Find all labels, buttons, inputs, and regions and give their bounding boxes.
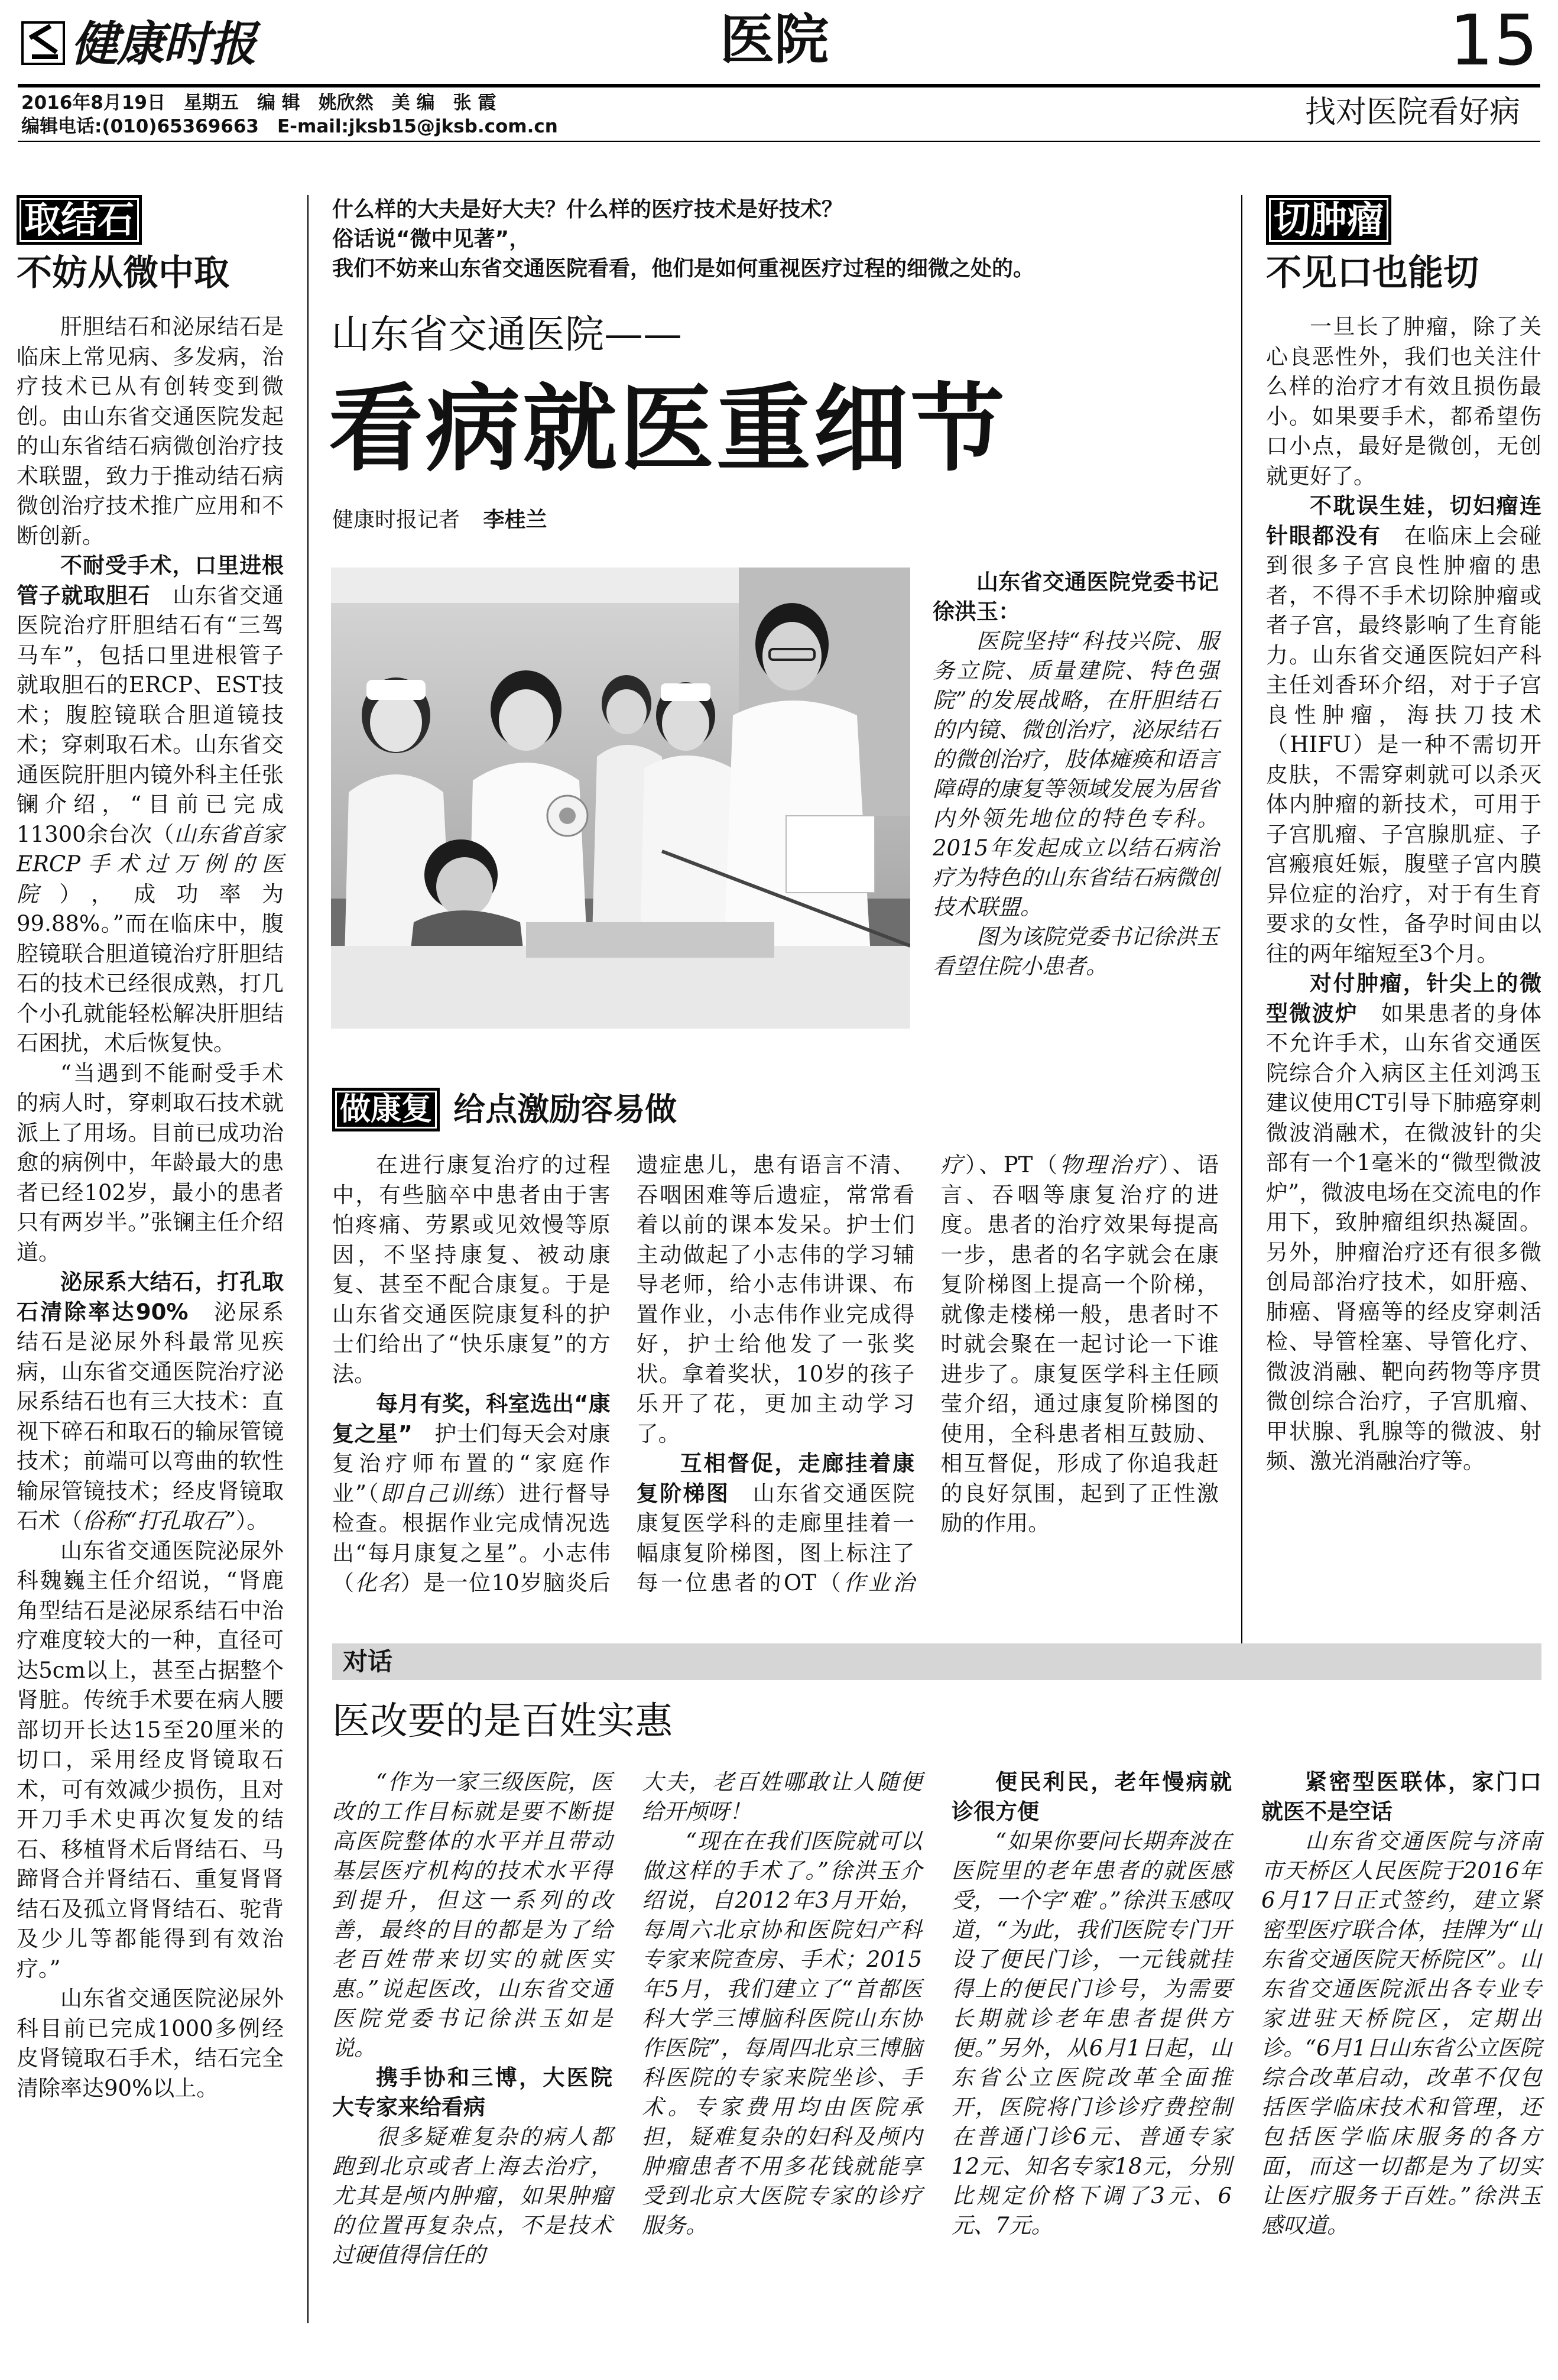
left-p4-italic: 俗称“打孔取石” xyxy=(82,1508,236,1533)
rehab-p2-text: 护士们每天会对康复治疗师布置的“家庭作业”（ xyxy=(332,1421,611,1506)
right-p3-text: 如果患者的身体不允许手术，山东省交通医院综合介入病区主任刘鸿玉建议使用CT引导下肺癌穿刺微波消融术，在微波针的尖部有一个1毫米的“微型微波炉”，微波电场在交流电的作用下，致肿瘤组织热凝固。另外，肿瘤治疗还有很多微创局部治疗技术，如肝癌、肺癌、肾癌等的经皮穿刺活检、导管栓塞、导管化疗、微波消融、靶向药物等序贯微创综合治疗，子宫肌瘤、甲状腺、乳腺等的微波、射频、激光消融治疗等。 xyxy=(1266,1000,1541,1474)
dialogue-c1-lead-p xyxy=(332,2063,612,2122)
page-number: 15 xyxy=(1449,0,1538,81)
right-p2 xyxy=(1266,491,1541,969)
right-p2-text: 在临床上会碰到很多子宫良性肿瘤的患者，不得不手术切除肿瘤或者子宫，最终影响了生育能力。山东省交通医院妇产科主任刘香环介绍，对于子宫良性肿瘤，海扶刀技术（HIFU）是一种不需切开皮肤，不需穿刺就可以杀灭体内肿瘤的新技术，可用于子宫肌瘤、子宫腺肌症、子宫瘢痕妊娠，腹壁子宫内膜异位症的治疗，对于有生育要求的女性，备孕时间由以往的两年缩短至3个月。 xyxy=(1266,523,1541,967)
rehab-p3-text-c: ）、语言、吞咽等康复治疗的进度。患者的治疗效果每提高一步，患者的名字就会在康复阶梯图上提高一个阶梯，就像走楼梯一般，患者时不时就会聚在一起讨论一下谁进步了。康复医学科主任顾莹介绍，通过康复阶梯图的使用，全科患者相互鼓励、相互督促，形成了你追我赶的良好氛围，起到了正性激励的作用。 xyxy=(940,1152,1219,1536)
rehab-tag: 做康复 xyxy=(332,1088,440,1131)
masthead xyxy=(0,0,1558,142)
contact-line: 编辑电话:(010)65369663 E-mail:jksb15@jksb.com.cn xyxy=(21,116,558,137)
left-p2-text-b: ），成功率为99.88%。”而在临床中，腹腔镜联合胆道镜治疗肝胆结石的技术已经很成熟，打几个小孔就能轻松解决肝胆结石困扰，术后恢复快。 xyxy=(17,881,284,1056)
dialogue-c1-lead: 携手协和三博，大医院大专家来给看病 xyxy=(332,2065,612,2120)
left-p2-italic: 山东省首家ERCP手术过万例的医院 xyxy=(17,821,284,907)
newspaper-logo xyxy=(21,18,258,77)
right-p1: 一旦长了肿瘤，除了关心良恶性外，我们也关注什么样的治疗才有效且损伤最小。如果要手术，都希望伤口小点，最好是微创，无创就更好了。 xyxy=(1266,314,1541,489)
left-p2-lead: 不耐受手术，口里进根管子就取胆石 xyxy=(17,553,284,608)
dialogue-c2-a: 大夫，老百姓哪敢让人随便给开颅呀！ xyxy=(642,1769,922,1824)
right-p3 xyxy=(1266,969,1541,1477)
right-column xyxy=(1266,195,1541,1477)
rehab-p3-italic-2: 物理治疗 xyxy=(1060,1152,1159,1178)
logo-text: 健康时报 xyxy=(71,17,255,72)
dialogue-col-3 xyxy=(952,1768,1232,2240)
right-p2-lead: 不耽误生娃，切妇瘤连针眼都没有 xyxy=(1266,493,1541,549)
rehab-heading xyxy=(332,1088,1219,1135)
photo-illustration xyxy=(331,568,910,1029)
intro-line-2: 俗话说“微中见著”， xyxy=(332,227,531,251)
slogan: 找对医院看好病 xyxy=(1305,95,1521,130)
left-p3: “当遇到不能耐受手术的病人时，穿刺取石技术就派上了用场。目前已成功治愈的病例中，年龄最大的患者已经102岁，最小的患者只有两岁半。”张镧主任介绍道。 xyxy=(17,1060,284,1265)
dialogue-label-bar xyxy=(332,1643,1541,1680)
masthead-rule xyxy=(18,84,1540,87)
right-article-body xyxy=(1266,312,1541,1477)
byline-name: 李桂兰 xyxy=(483,508,547,532)
intro-block xyxy=(332,195,1219,284)
section-title: 医院 xyxy=(720,8,829,72)
rehab-p2-italic: 即自己训练 xyxy=(379,1480,496,1506)
dialogue-title: 医改要的是百姓实惠 xyxy=(332,1700,673,1743)
rehab-p3-lead: 互相督促，走廊挂着康复阶梯图 xyxy=(636,1451,915,1506)
rehab-p2-lead: 每月有奖，科室选出“康复之星” xyxy=(332,1391,611,1447)
dialogue-c3-lead-p xyxy=(952,1768,1232,1827)
right-tag xyxy=(1266,195,1541,249)
dialogue-col-2 xyxy=(642,1768,922,2240)
caption-note: 图为该院党委书记徐洪玉看望住院小患者。 xyxy=(933,924,1219,979)
rehab-p3-italic-1: 作业治疗 xyxy=(843,1152,965,1596)
left-p4-text-b: ）。 xyxy=(235,1508,269,1533)
dialogue-c4-lead-p xyxy=(1261,1768,1541,1827)
logo-emblem-icon xyxy=(21,21,65,65)
dialogue-c3: “如果你要问长期奔波在医院里的老年患者的就医感受，一个字‘难’。”徐洪玉感叹道，“为此，我们医院专门开设了便民门诊，一元钱就挂得上的便民门诊号，为需要长期就诊老年患者提供方便。”另外，从6月1日起，山东省公立医院改革全面推开，医院将门诊诊疗费控制在普通门诊6元、普通专家12元、知名专家18元，分别比规定价格下调了3元、6元、7元。 xyxy=(952,1828,1232,2238)
intro-line-3: 我们不妨来山东省交通医院看看，他们是如何重视医疗过程的细微之处的。 xyxy=(332,257,1035,281)
left-column-divider xyxy=(307,195,309,2323)
rehab-p3-text: 山东省交通医院康复医学科的走廊里挂着一幅康复阶梯图，图上标注了每一位患者的OT（ xyxy=(636,1480,915,1596)
left-p6: 山东省交通医院泌尿外科目前已完成1000多例经皮肾镜取石手术，结石完全清除率达90%以上。 xyxy=(17,1986,284,2101)
right-section-tag: 切肿瘤 xyxy=(1266,195,1391,245)
dialogue-c4: 山东省交通医院与济南市天桥区人民医院于2016年6月17日正式签约，建立紧密型医疗联合体，挂牌为“山东省交通医院天桥院区”。山东省交通医院派出各专业专家进驻天桥院区，定期出诊。“6月1日山东省公立医院综合改革启动，改革不仅包括医学临床技术和管理，还包括医学临床服务的各方面，而这一切都是为了切实让医疗服务于百姓。”徐洪玉感叹道。 xyxy=(1261,1828,1541,2238)
intro-line-1: 什么样的大夫是好大夫？什么样的医疗技术是好技术？ xyxy=(332,197,843,222)
left-tag xyxy=(17,195,284,249)
left-column xyxy=(17,195,284,2103)
dialogue-c1-b: 很多疑难复杂的病人都跑到北京或者上海去治疗，尤其是颅内肿瘤，如果肿瘤的位置再复杂点，不是技术过硬值得信任的 xyxy=(332,2124,612,2268)
left-subtitle: 不妨从微中取 xyxy=(17,252,229,294)
left-section-tag: 取结石 xyxy=(17,195,142,245)
left-p4-lead: 泌尿系大结石，打孔取石清除率达90% xyxy=(17,1269,284,1325)
byline-label: 健康时报记者 xyxy=(332,508,460,532)
news-photo xyxy=(331,568,910,1029)
caption-body: 医院坚持“科技兴院、服务立院、质量建院、特色强院”的发展战略，在肝胆结石的内镜、微创治疗，泌尿结石的微创治疗，肢体瘫痪和语言障碍的康复等领域发展为居省内外领先地位的特色专科。2015年发起成立以结石病治疗为特色的山东省结石病微创技术联盟。 xyxy=(933,628,1219,920)
photo-caption xyxy=(933,568,1219,981)
rehab-body xyxy=(332,1150,1219,1623)
dialogue-c3-lead: 便民利民，老年慢病就诊很方便 xyxy=(952,1769,1232,1824)
right-p3-lead: 对付肿瘤，针尖上的微型微波炉 xyxy=(1266,971,1541,1026)
headline-title: 看病就医重细节 xyxy=(329,373,1008,484)
dialogue-label: 对话 xyxy=(343,1647,393,1676)
right-subtitle: 不见口也能切 xyxy=(1266,252,1479,294)
left-article-body xyxy=(17,312,284,2103)
rehab-title: 给点激励容易做 xyxy=(453,1091,677,1128)
rehab-p1: 在进行康复治疗的过程中，有些脑卒中患者由于害怕疼痛、劳累或见效慢等原因，不坚持康复、被动康复、甚至不配合康复。于是山东省交通医院康复科的护士们给出了“快乐康复”的方法。 xyxy=(332,1152,611,1387)
rehab-p2-text-c: ）是一位10岁脑炎后遗症患儿，患有语言不清、吞咽困难等后遗症，常常看着以前的课本发呆。护士们主动做起了小志伟的学习辅导老师，给小志伟讲课、布置作业，小志伟作业完成得好，护士给他发了一张奖状。拿着奖状，10岁的孩子乐开了花，更加主动学习了。 xyxy=(400,1152,915,1596)
masthead-bottom-rule xyxy=(18,141,1540,142)
headline-kicker: 山东省交通医院—— xyxy=(331,312,682,357)
dialogue-c1: “作为一家三级医院，医改的工作目标就是要不断提高医院整体的水平并且带动基层医疗机构的技术水平得到提升，但这一系列的改善，最终的目的都是为了给老百姓带来切实的就医实惠。”说起医改，山东省交通医院党委书记徐洪玉如是说。 xyxy=(332,1769,612,2061)
dialogue-col-1 xyxy=(332,1768,612,2270)
dialogue-c4-lead: 紧密型医联体，家门口就医不是空话 xyxy=(1261,1769,1541,1824)
left-p2-text: 山东省交通医院治疗肝胆结石有“三驾马车”，包括口里进根管子就取胆石的ERCP、EST技术；腹腔镜联合胆道镜技术；穿刺取石术。山东省交通医院肝胆内镜外科主任张镧介绍，“目前已完成11300余台次（ xyxy=(17,582,284,847)
left-p4 xyxy=(17,1267,284,1536)
rehab-p2-text-b: ）进行督导检查。根据作业完成情况选出“每月康复之星”。小志伟（ xyxy=(332,1480,611,1596)
dialogue-c2-b: “现在在我们医院就可以做这样的手术了。”徐洪玉介绍说，自2012年3月开始，每周六北京协和医院妇产科专家来院查房、手术；2015年5月，我们建立了“首都医科大学三博脑科医院山东协作医院”，每周四北京三博脑科医院的专家来院坐诊、手术。专家费用均由医院承担，疑难复杂的妇科及颅内肿瘤患者不用多花钱就能享受到北京大医院专家的诊疗服务。 xyxy=(642,1828,922,2238)
right-column-divider xyxy=(1241,195,1242,1643)
rehab-p2-italic-2: 化名 xyxy=(355,1570,401,1596)
dialogue-col-4 xyxy=(1261,1768,1541,2240)
date-line: 2016年8月19日 星期五 编 辑 姚欣然 美 编 张 霞 xyxy=(21,92,496,114)
caption-title: 山东省交通医院党委书记徐洪玉： xyxy=(933,569,1219,624)
byline xyxy=(332,507,547,533)
left-p5: 山东省交通医院泌尿外科魏巍主任介绍说，“肾鹿角型结石是泌尿系结石中治疗难度较大的一种，直径可达5cm以上，甚至占据整个肾脏。传统手术要在病人腰部切开长达15至20厘米的切口，采用经皮肾镜取石术，可有效减少损伤，且对开刀手术史再次复发的结石、移植肾术后肾结石、马蹄肾合并肾结石、重复肾肾结石及孤立肾肾结石、驼背及少儿等都能得到有效治疗。” xyxy=(17,1538,284,1982)
left-p2 xyxy=(17,551,284,1059)
left-p4-text: 泌尿系结石是泌尿外科最常见疾病，山东省交通医院治疗泌尿系结石也有三大技术：直视下碎石和取石的输尿管镜技术；前端可以弯曲的软性输尿管镜技术；经皮肾镜取石术（ xyxy=(17,1299,284,1533)
rehab-p3-text-b: ）、PT（ xyxy=(965,1152,1060,1178)
left-p1: 肝胆结石和泌尿结石是临床上常见病、多发病，治疗技术已从有创转变到微创。由山东省交通医院发起的山东省结石病微创治疗技术联盟，致力于推动结石病微创治疗技术推广应用和不断创新。 xyxy=(17,314,284,549)
